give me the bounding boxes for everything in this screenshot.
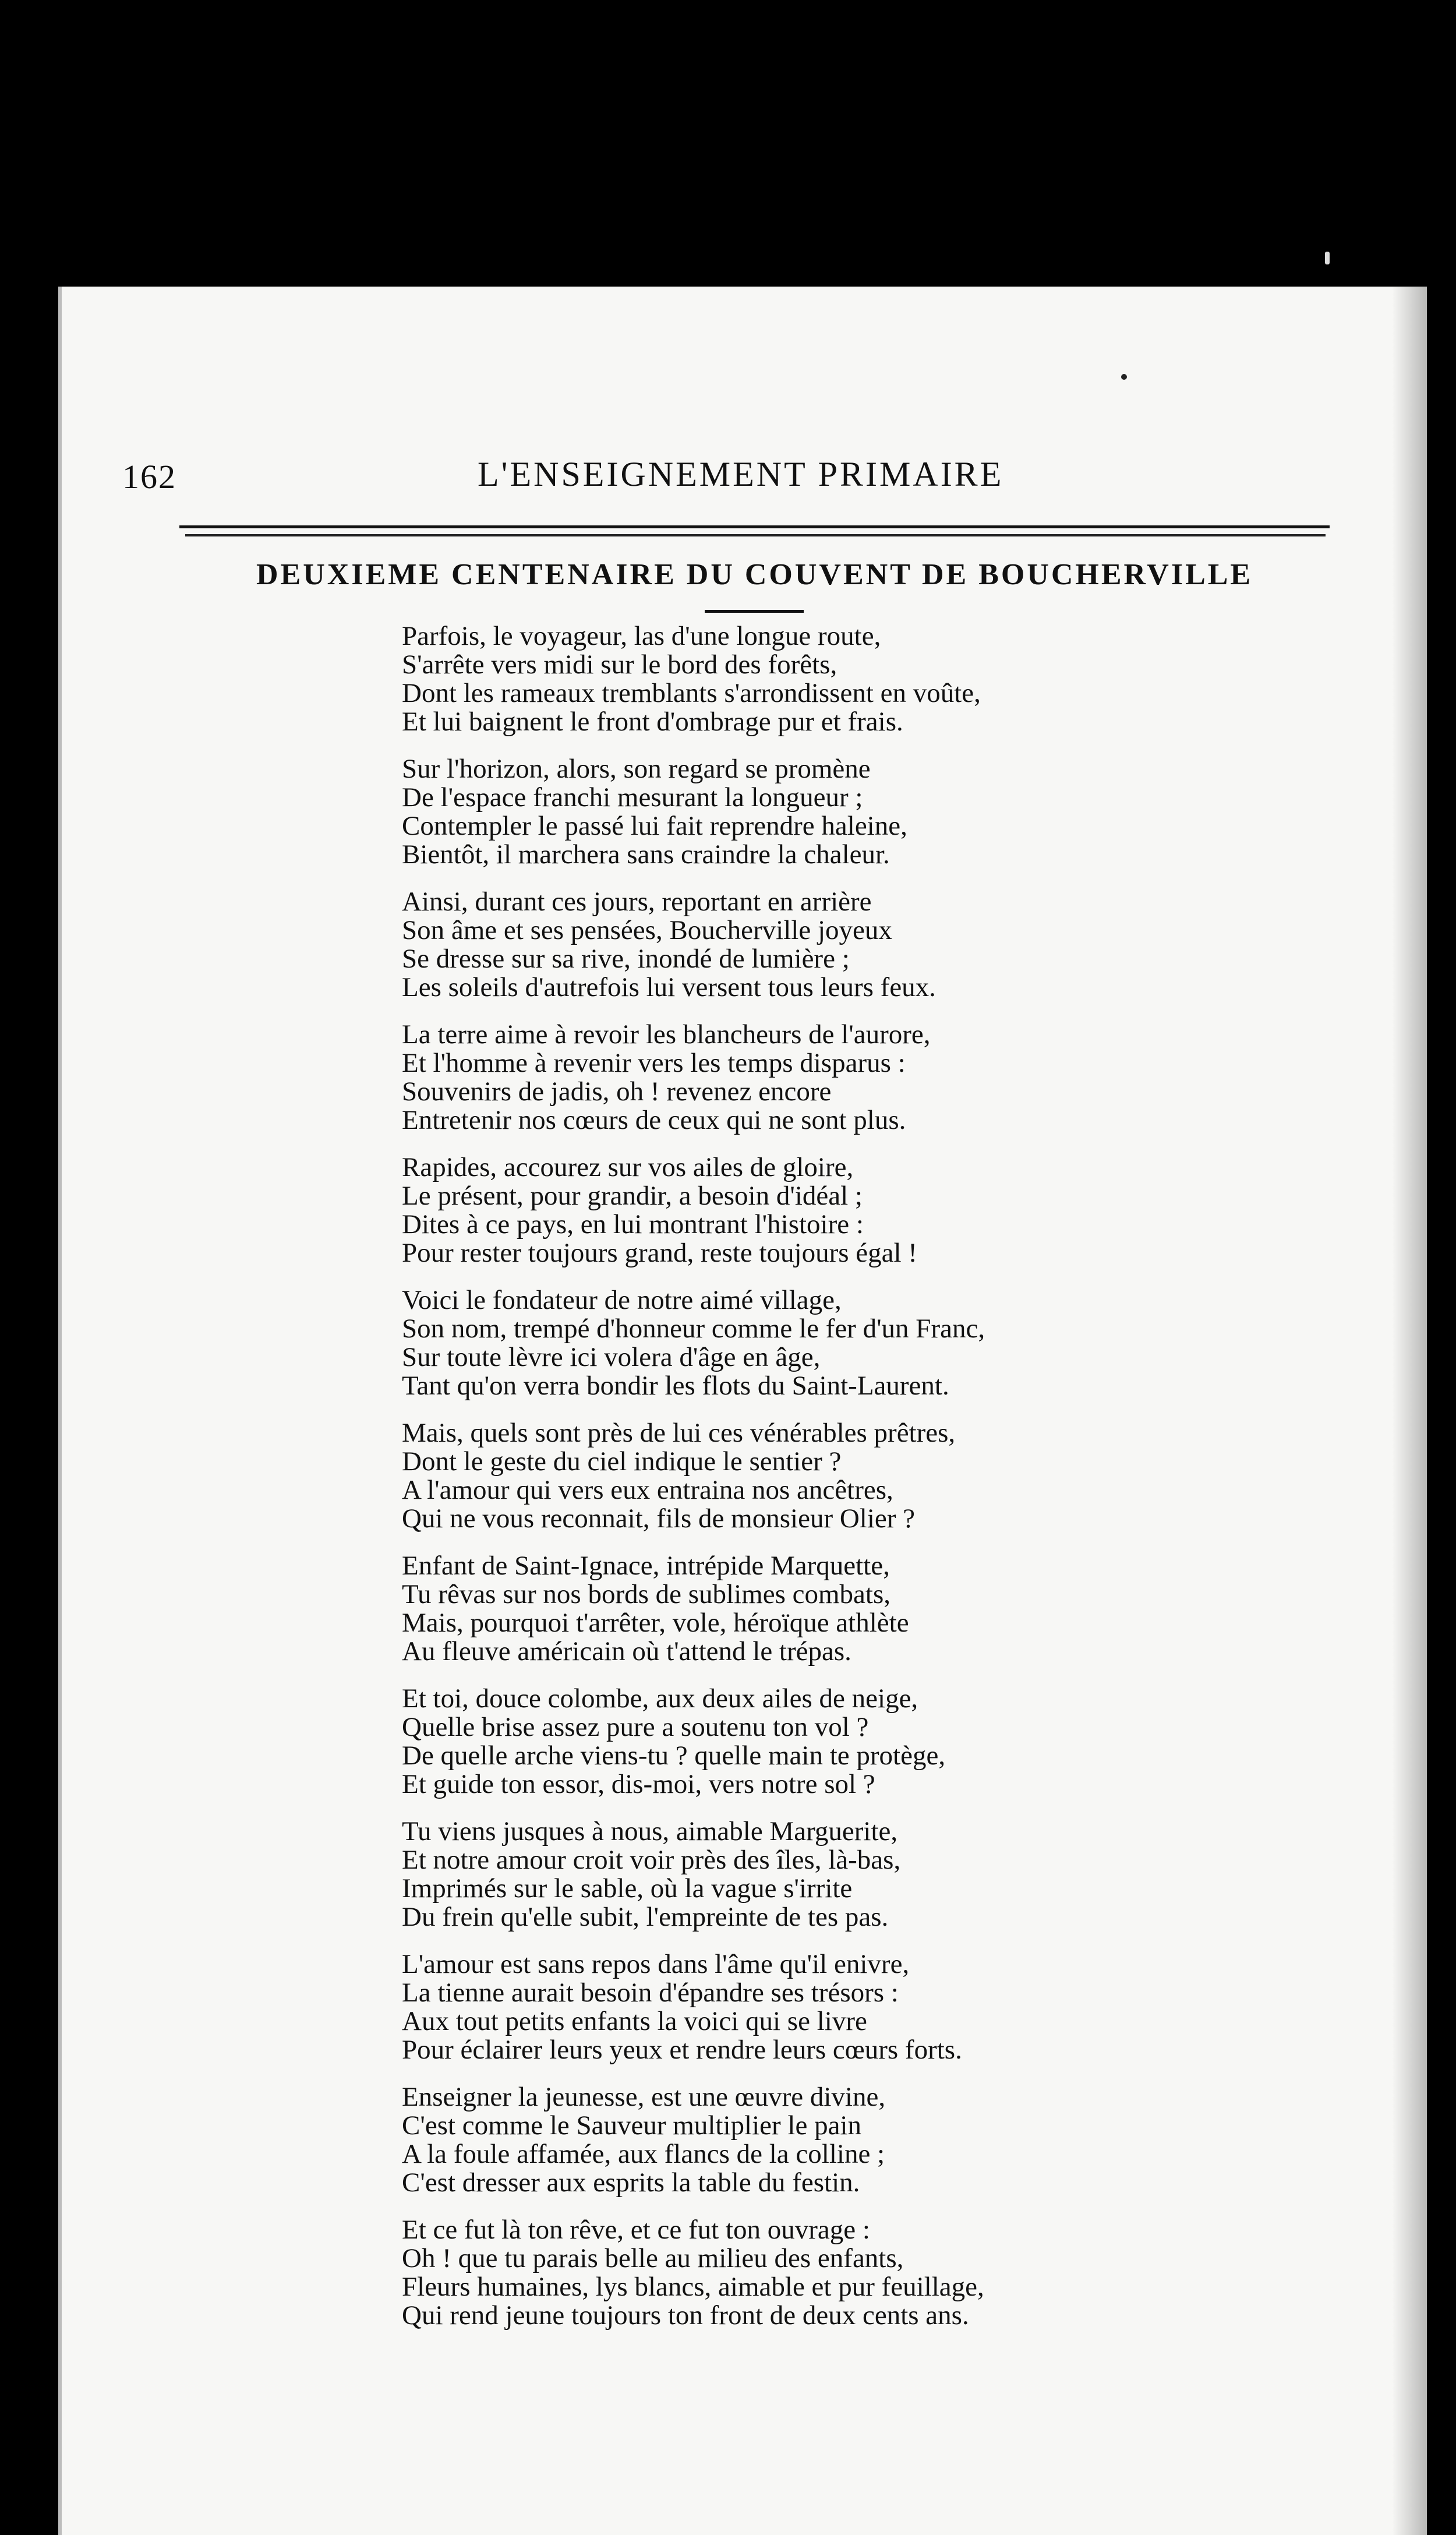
verse-line: Oh ! que tu parais belle au milieu des enfants, [402,2243,904,2273]
verse-line: Sur l'horizon, alors, son regard se promène [402,754,871,784]
poem-body [402,622,1392,2349]
stanza [402,1153,1392,1268]
verse-line: Tu rêvas sur nos bords de sublimes combats, [402,1579,891,1609]
verse-line: Souvenirs de jadis, oh ! revenez encore [402,1076,832,1107]
stanza [402,1817,1392,1932]
verse-line: Mais, pourquoi t'arrêter, vole, héroïque athlète [402,1608,909,1638]
verse-line: Dont les rameaux tremblants s'arrondissent en voûte, [402,678,981,708]
verse-line: Bientôt, il marchera sans craindre la chaleur. [402,839,890,870]
verse-line: Entretenir nos cœurs de ceux qui ne sont plus. [402,1105,906,1135]
running-head: L'ENSEIGNEMENT PRIMAIRE [478,455,1004,493]
header-rule [179,525,1330,528]
verse-line: Et lui baignent le front d'ombrage pur et frais. [402,707,903,737]
verse-line: Quelle brise assez pure a soutenu ton vol ? [402,1712,869,1742]
verse-line: Et notre amour croit voir près des îles, là-bas, [402,1845,901,1875]
stray-mark [1121,374,1127,380]
stanza [402,622,1392,736]
verse-line: La terre aime à revoir les blancheurs de l'aurore, [402,1019,931,1050]
verse-line: Tu viens jusques à nous, aimable Marguerite, [402,1816,898,1846]
verse-line: Enseigner la jeunesse, est une œuvre divine, [402,2082,886,2112]
verse-line: Dites à ce pays, en lui montrant l'histoire : [402,1209,864,1240]
verse-line: Et guide ton essor, dis-moi, vers notre sol ? [402,1769,875,1799]
verse-line: A la foule affamée, aux flancs de la colline ; [402,2139,885,2169]
verse-line: Tant qu'on verra bondir les flots du Saint-Laurent. [402,1371,949,1401]
verse-line: Mais, quels sont près de lui ces vénérables prêtres, [402,1418,956,1448]
verse-line: Ainsi, durant ces jours, reportant en arrière [402,887,872,917]
verse-line: Parfois, le voyageur, las d'une longue route, [402,621,881,651]
stanza [402,2216,1392,2330]
verse-line: Enfant de Saint-Ignace, intrépide Marquette, [402,1551,890,1581]
stanza [402,1552,1392,1666]
verse-line: Qui ne vous reconnait, fils de monsieur Olier ? [402,1503,916,1534]
verse-line: Pour éclairer leurs yeux et rendre leurs cœurs forts. [402,2035,962,2065]
verse-line: Du frein qu'elle subit, l'empreinte de tes pas. [402,1902,889,1932]
stray-mark [1325,252,1330,264]
verse-line: Pour rester toujours grand, reste toujours égal ! [402,1238,917,1268]
verse-line: Fleurs humaines, lys blancs, aimable et pur feuillage, [402,2272,984,2302]
verse-line: Sur toute lèvre ici volera d'âge en âge, [402,1342,821,1372]
verse-line: C'est dresser aux esprits la table du festin. [402,2167,860,2198]
poem-title: DEUXIEME CENTENAIRE DU COUVENT DE BOUCHERVILLE [256,558,1253,591]
stanza [402,1419,1392,1533]
verse-line: De quelle arche viens-tu ? quelle main te protège, [402,1740,946,1771]
stanza [402,1021,1392,1135]
verse-line: Son âme et ses pensées, Boucherville joyeux [402,915,892,945]
verse-line: Voici le fondateur de notre aimé village, [402,1285,842,1315]
stanza [402,1286,1392,1400]
page-edge-shadow [1392,287,1427,2535]
verse-line: Et l'homme à revenir vers les temps disparus : [402,1048,906,1078]
verse-line: Et ce fut là ton rêve, et ce fut ton ouvrage : [402,2215,870,2245]
verse-line: Se dresse sur sa rive, inondé de lumière ; [402,944,850,974]
verse-line: Contempler le passé lui fait reprendre haleine, [402,811,907,841]
stanza [402,1685,1392,1799]
verse-line: Le présent, pour grandir, a besoin d'idéal ; [402,1181,863,1211]
title-rule [705,610,804,613]
verse-line: Aux tout petits enfants la voici qui se livre [402,2006,867,2036]
verse-line: A l'amour qui vers eux entraina nos ancêtres, [402,1475,893,1505]
verse-line: L'amour est sans repos dans l'âme qu'il enivre, [402,1949,910,1979]
verse-line: La tienne aurait besoin d'épandre ses trésors : [402,1978,899,2008]
verse-line: Au fleuve américain où t'attend le trépas. [402,1636,851,1667]
verse-line: Dont le geste du ciel indique le sentier ? [402,1446,842,1477]
verse-line: De l'espace franchi mesurant la longueur ; [402,782,863,813]
page-number: 162 [122,458,176,496]
stanza [402,888,1392,1002]
verse-line: Rapides, accourez sur vos ailes de gloire, [402,1152,854,1182]
stanza [402,755,1392,869]
verse-line: Et toi, douce colombe, aux deux ailes de neige, [402,1683,918,1714]
verse-line: C'est comme le Sauveur multiplier le pain [402,2110,861,2141]
verse-line: Les soleils d'autrefois lui versent tous leurs feux. [402,972,936,1002]
verse-line: Imprimés sur le sable, où la vague s'irrite [402,1873,853,1904]
verse-line: S'arrête vers midi sur le bord des forêts, [402,649,837,680]
stanza [402,2083,1392,2197]
verse-line: Qui rend jeune toujours ton front de deux cents ans. [402,2300,969,2331]
stanza [402,1950,1392,2064]
header-rule [185,534,1326,536]
verse-line: Son nom, trempé d'honneur comme le fer d'un Franc, [402,1314,985,1344]
